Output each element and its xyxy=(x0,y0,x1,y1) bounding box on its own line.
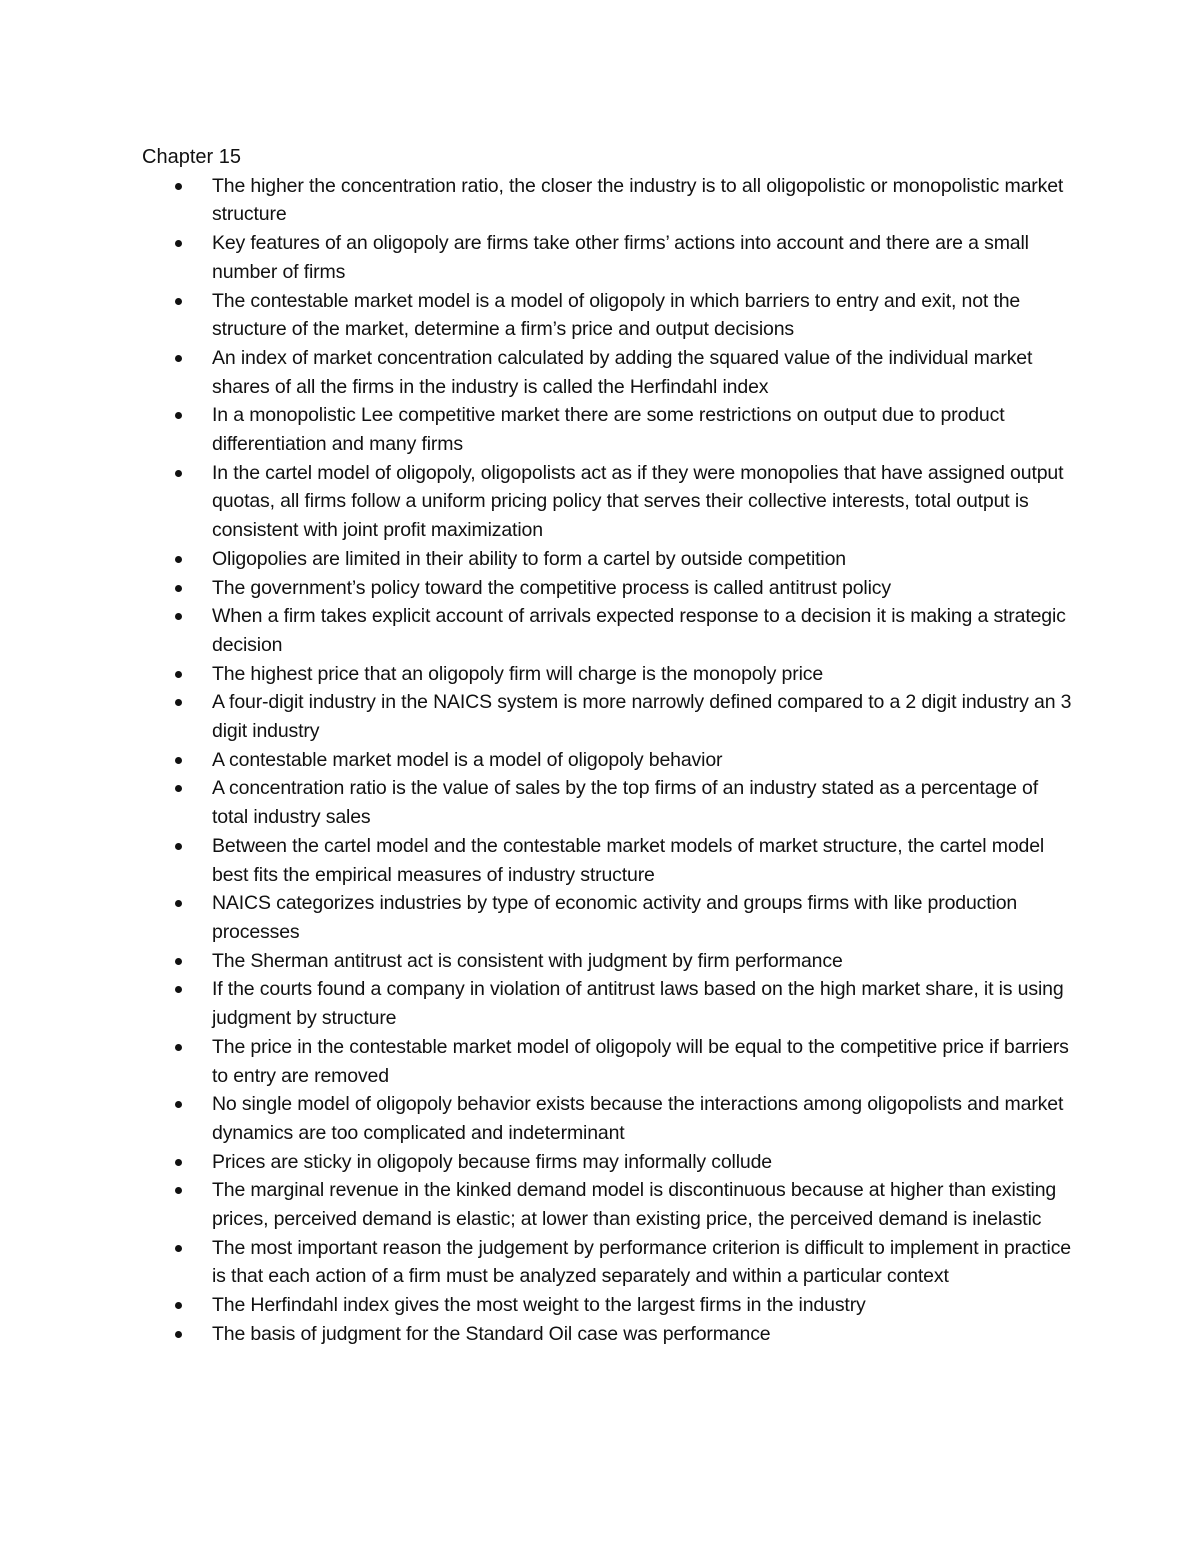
list-item xyxy=(142,172,1072,229)
list-item xyxy=(142,688,1072,745)
bullet-icon xyxy=(175,613,182,620)
bullet-icon xyxy=(175,958,182,965)
notes-list xyxy=(142,172,1072,1349)
bullet-icon xyxy=(175,986,182,993)
list-item-text: If the courts found a company in violation of antitrust laws based on the high market share, it is using judgment by structure xyxy=(212,978,1064,1030)
list-item xyxy=(142,975,1072,1032)
list-item-text: In a monopolistic Lee competitive market there are some restrictions on output due to product differentiation and many firms xyxy=(212,404,1005,456)
list-item xyxy=(142,1090,1072,1147)
list-item-text: Between the cartel model and the contestable market models of market structure, the cartel model best fits the empirical measures of industry structure xyxy=(212,834,1045,886)
bullet-icon xyxy=(175,585,182,592)
bullet-icon xyxy=(175,900,182,907)
list-item-text: The government’s policy toward the competitive process is called antitrust policy xyxy=(212,576,891,599)
list-item-text: Prices are sticky in oligopoly because firms may informally collude xyxy=(212,1150,773,1173)
list-item-text: The higher the concentration ratio, the closer the industry is to all oligopolistic or monopolistic market structure xyxy=(212,174,1064,226)
list-item xyxy=(142,574,1072,603)
bullet-icon xyxy=(175,699,182,706)
list-item-text: A four-digit industry in the NAICS system is more narrowly defined compared to a 2 digit industry an 3 digit industry xyxy=(212,691,1072,743)
bullet-icon xyxy=(175,1245,182,1252)
list-item-text: An index of market concentration calculated by adding the squared value of the individual market shares of all the firms in the industry is called the Herfindahl index xyxy=(212,346,1033,398)
bullet-icon xyxy=(175,412,182,419)
list-item xyxy=(142,602,1072,659)
bullet-icon xyxy=(175,1302,182,1309)
bullet-icon xyxy=(175,843,182,850)
list-item-text: The contestable market model is a model of oligopoly in which barriers to entry and exit, not the structure of the market, determine a firm’s price and output decisions xyxy=(212,289,1021,341)
bullet-icon xyxy=(175,1044,182,1051)
list-item-text: Key features of an oligopoly are firms take other firms’ actions into account and there are a small number of firms xyxy=(212,232,1029,283)
list-item xyxy=(142,660,1072,689)
list-item-text: The marginal revenue in the kinked demand model is discontinuous because at higher than existing prices, perceived demand is elastic; at lower than existing price, the perceived demand is inelastic xyxy=(212,1179,1057,1231)
list-item xyxy=(142,545,1072,574)
list-item-text: A contestable market model is a model of oligopoly behavior xyxy=(212,748,723,771)
bullet-icon xyxy=(175,556,182,563)
bullet-icon xyxy=(175,1331,182,1338)
list-item xyxy=(142,832,1072,889)
list-item xyxy=(142,1033,1072,1090)
bullet-icon xyxy=(175,785,182,792)
list-item-text: No single model of oligopoly behavior exists because the interactions among oligopolists and market dynamics are too complicated and indeterminant xyxy=(212,1093,1064,1144)
list-item xyxy=(142,229,1072,286)
list-item xyxy=(142,1234,1072,1291)
bullet-icon xyxy=(175,1159,182,1166)
bullet-icon xyxy=(175,1101,182,1108)
list-item-text: The basis of judgment for the Standard Oil case was performance xyxy=(212,1322,771,1345)
document-content xyxy=(142,143,1072,1349)
list-item xyxy=(142,1291,1072,1320)
list-item xyxy=(142,889,1072,946)
list-item xyxy=(142,774,1072,831)
bullet-icon xyxy=(175,671,182,678)
bullet-icon xyxy=(175,183,182,190)
list-item-text: In the cartel model of oligopoly, oligopolists act as if they were monopolies that have assigned output quotas, all firms follow a uniform pricing policy that serves their collective interests, total output is consistent with joint profit maximization xyxy=(212,461,1064,542)
bullet-icon xyxy=(175,355,182,362)
list-item xyxy=(142,1320,1072,1349)
list-item-text: The price in the contestable market model of oligopoly will be equal to the competitive price if barriers to entry are removed xyxy=(212,1035,1069,1087)
bullet-icon xyxy=(175,1187,182,1194)
list-item xyxy=(142,947,1072,976)
list-item-text: A concentration ratio is the value of sales by the top firms of an industry stated as a percentage of total industry sales xyxy=(212,777,1038,829)
list-item xyxy=(142,1176,1072,1233)
list-item-text: When a firm takes explicit account of arrivals expected response to a decision it is making a strategic decision xyxy=(212,605,1066,656)
list-item xyxy=(142,401,1072,458)
list-item-text: NAICS categorizes industries by type of economic activity and groups firms with like production processes xyxy=(212,892,1018,943)
list-item xyxy=(142,344,1072,401)
list-item-text: The most important reason the judgement by performance criterion is difficult to implement in practice is that each action of a firm must be analyzed separately and within a particular context xyxy=(212,1236,1071,1288)
list-item xyxy=(142,1148,1072,1177)
bullet-icon xyxy=(175,240,182,247)
list-item-text: The highest price that an oligopoly firm will charge is the monopoly price xyxy=(212,662,824,685)
list-item-text: The Herfindahl index gives the most weight to the largest firms in the industry xyxy=(212,1294,866,1317)
chapter-heading: Chapter 15 xyxy=(142,146,241,168)
list-item-text: Oligopolies are limited in their ability to form a cartel by outside competition xyxy=(212,547,846,570)
bullet-icon xyxy=(175,470,182,477)
bullet-icon xyxy=(175,757,182,764)
list-item xyxy=(142,287,1072,344)
list-item-text: The Sherman antitrust act is consistent with judgment by firm performance xyxy=(212,949,843,972)
list-item xyxy=(142,746,1072,775)
list-item xyxy=(142,459,1072,545)
bullet-icon xyxy=(175,298,182,305)
